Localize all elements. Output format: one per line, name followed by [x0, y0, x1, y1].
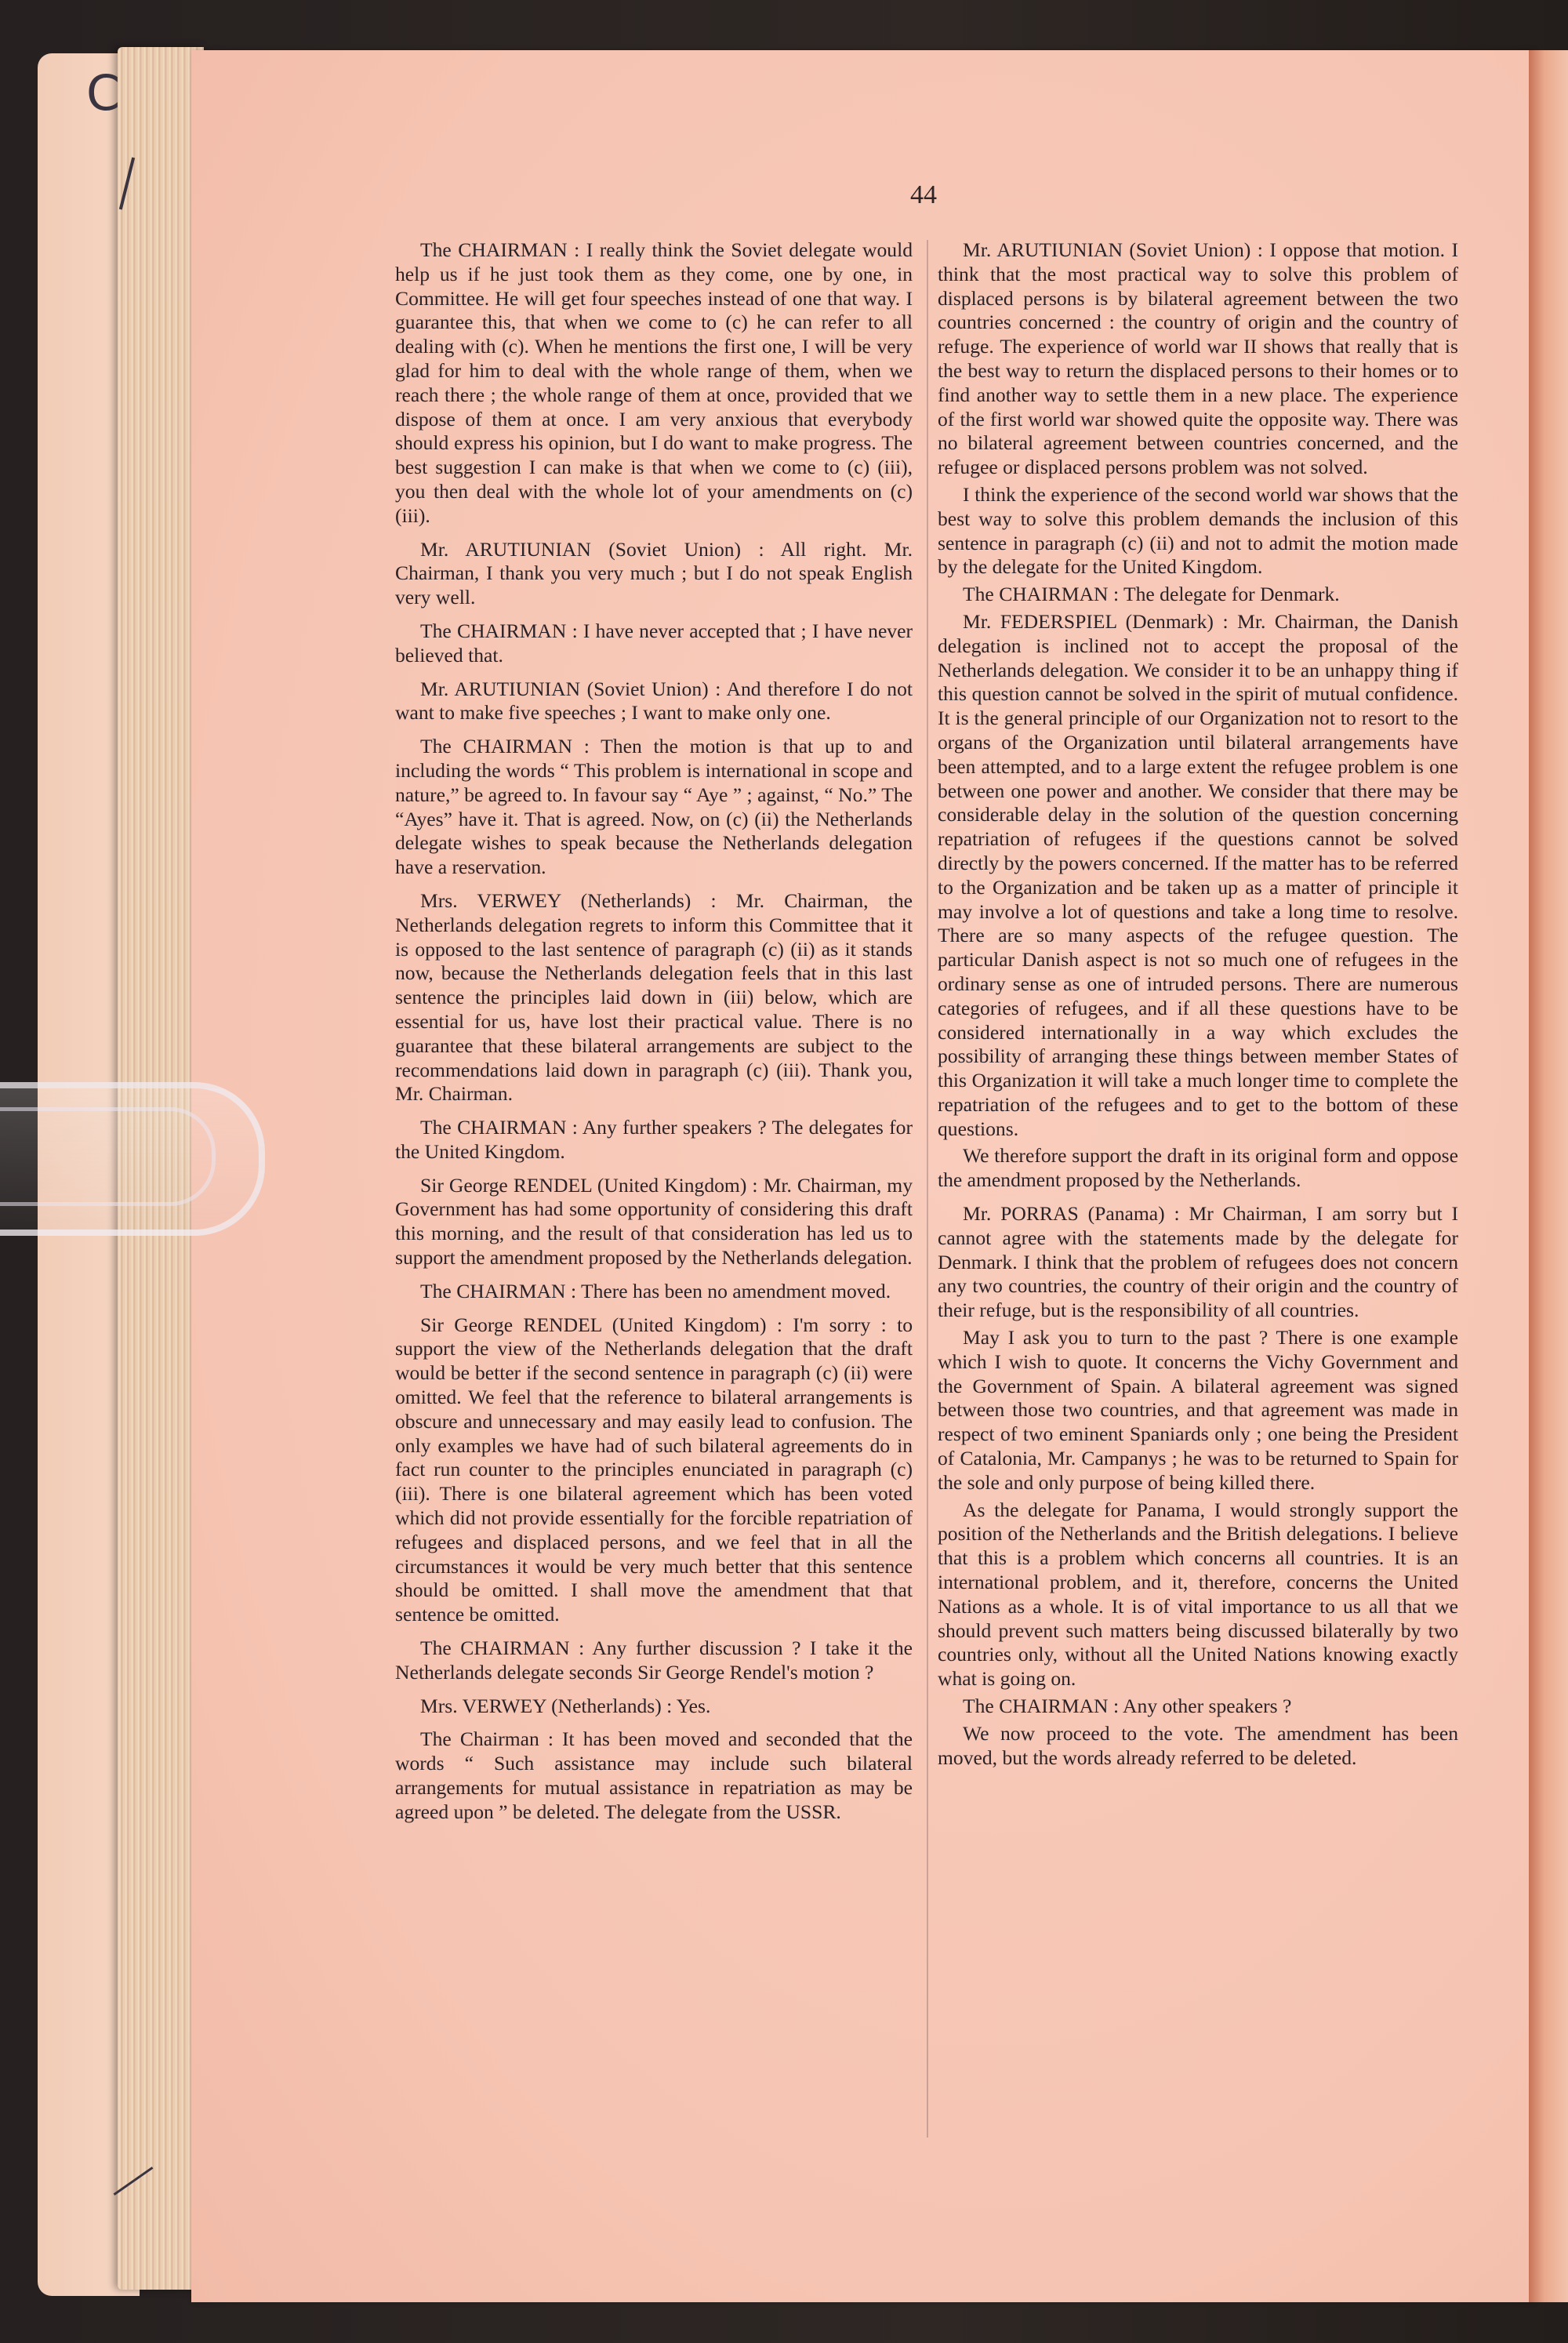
paragraph: May I ask you to turn to the past ? There is one example which I wish to quote. It concerns the Vichy Government and the Government of Spain. A bilateral agreement was signed between those two countries, and that agreement was made in respect of two eminent Spaniards only ; one being the President of Catalonia, Mr. Campanys ; he was to be returned to Spain for the sole and only purpose of being killed there.	[938, 1326, 1458, 1494]
paragraph: Mrs. VERWEY (Netherlands) : Mr. Chairman, the Netherlands delegation regrets to inform this Committee that it is opposed to the last sentence of paragraph (c) (ii) as it stands now, because the Netherlands delegation feels that in this last sentence the principles laid down in (iii) below, which are essential for us, have lost their practical value. There is no guarantee that these bilateral arrangements are subject to the recommendations laid down in paragraph (c) (iii). Thank you, Mr. Chairman.	[395, 888, 913, 1106]
paragraph: The CHAIRMAN : Any further speakers ? The delegates for the United Kingdom.	[395, 1116, 913, 1163]
paper-clip-inner-loop	[0, 1107, 216, 1206]
paragraph: The CHAIRMAN : The delegate for Denmark.	[963, 583, 1340, 606]
paragraph: The CHAIRMAN : Any other speakers ?	[963, 1695, 1292, 1718]
paragraph: We therefore support the draft in its original form and oppose the amendment proposed by the Netherlands.	[938, 1144, 1458, 1192]
paragraph: I think the experience of the second world war shows that the best way to solve this problem demands the inclusion of this sentence in paragraph (c) (ii) and not to admit the motion made by the delegate for the United Kingdom.	[938, 482, 1458, 579]
column-divider	[927, 240, 928, 2138]
paragraph: The CHAIRMAN : There has been no amendment moved.	[420, 1279, 891, 1302]
paragraph: The CHAIRMAN : Then the motion is that up to and including the words “ This problem is international in scope and nature,” be agreed to. In favour say “ Aye ” ; against, “ No.” The “Ayes” have it. That is agreed. Now, on (c) (ii) the Netherlands delegate wishes to speak because the Netherlands delegation have a reservation.	[395, 735, 913, 879]
page-right-fold	[1529, 50, 1568, 2302]
paragraph: Mr. FEDERSPIEL (Denmark) : Mr. Chairman, the Danish delegation is inclined not to accept the proposal of the Netherlands delegation. We consider it to be an unhappy thing if this question cannot be solved in the spirit of mutual confidence. It is the general principle of our Organization not to resort to the organs of the Organization until bilateral arrangements have been attempted, and to a large extent the refugee problem is one between one power and another. We consider that there may be considerable delay in the solution of the question concerning repatriation of refugees if the questions cannot be solved directly by the powers concerned. If the matter has to be referred to the Organization and be taken up as a matter of principle it may involve a lot of questions and take a long time to resolve. There are so many aspects of the refugee question. The particular Danish aspect is not so much one of refugees in the ordinary sense as one of intruded persons. There are numerous categories of refugees, and if all these questions have to be considered internationally in a way which excludes the possibility of arranging these things between member States of this Organization it will take a much longer time to complete the repatriation of the refugees and to get to the bottom of these questions.	[938, 609, 1458, 1140]
handwritten-margin-mark: C	[86, 64, 121, 122]
paragraph: Mr. ARUTIUNIAN (Soviet Union) : And therefore I do not want to make five speeches ; I want to make only one.	[395, 677, 913, 725]
paragraph: The Chairman : It has been moved and seconded that the words “ Such assistance may include such bilateral arrangements for mutual assistance in repatriation as may be agreed upon ” be deleted. The delegate from the USSR.	[395, 1727, 913, 1823]
paragraph: Mrs. VERWEY (Netherlands) : Yes.	[420, 1694, 711, 1717]
paragraph: We now proceed to the vote. The amendment has been moved, but the words already referred to be deleted.	[938, 1721, 1458, 1769]
paragraph: Sir George RENDEL (United Kingdom) : I'm sorry : to support the view of the Netherlands delegation that the draft would be better if the second sentence in paragraph (c) (ii) were omitted. We feel that the reference to bilateral arrangements is obscure and unnecessary and may easily lead to confusion. The only examples we have had of such bilateral agreements do in fact run counter to the principles enunciated in paragraph (c) (iii). There is one bilateral agreement which has been voted which did not provide essentially for the forcible repatriation of refugees and displaced persons, and we feel that in all the circumstances it would be very much better that this sentence should be omitted. I shall move the amendment that that sentence be omitted.	[395, 1313, 913, 1626]
right-column	[938, 238, 1458, 1773]
page-number: 44	[910, 180, 937, 209]
paragraph: Mr. ARUTIUNIAN (Soviet Union) : I oppose that motion. I think that the most practical way to solve this problem of displaced persons is by bilateral agreement between the two countries concerned : the country of origin and the country of refuge. The experience of world war II shows that really that is the best way to return the displaced persons to their homes or to find another way to settle them in a new place. The experience of the first world war showed quite the opposite way. There was no bilateral agreement between countries concerned, and the refugee or displaced persons problem was not solved.	[938, 238, 1458, 479]
paragraph: Sir George RENDEL (United Kingdom) : Mr. Chairman, my Government has had some opportunity of considering this draft this morning, and the result of that consideration has led us to support the amendment proposed by the Netherlands delegation.	[395, 1173, 913, 1270]
paragraph: Mr. PORRAS (Panama) : Mr Chairman, I am sorry but I cannot agree with the statements made by the delegate for Denmark. I think that the problem of refugees does not concern any two countries, the country of their origin and the country of their refuge, but is the responsibility of all countries.	[938, 1202, 1458, 1322]
paragraph: As the delegate for Panama, I would strongly support the position of the Netherlands and the British delegations. I believe that this is a problem which concerns all countries. It is an international problem, and it, therefore, concerns the United Nations as a whole. It is of vital importance to us all that we should prevent such matters being discussed bilaterally by two countries only, without all the United Nations knowing exactly what is going on.	[938, 1498, 1458, 1691]
left-column	[395, 238, 913, 1834]
paragraph: Mr. ARUTIUNIAN (Soviet Union) : All right. Mr. Chairman, I thank you very much ; but I do not speak English very well.	[395, 537, 913, 609]
paragraph: The CHAIRMAN : I have never accepted that ; I have never believed that.	[395, 619, 913, 667]
paragraph: The CHAIRMAN : I really think the Soviet delegate would help us if he just took them as they come, one by one, in Committee. He will get four speeches instead of one that way. I guarantee this, that when we come to (c) he can refer to all dealing with (c). When he mentions the first one, I will be very glad for him to deal with the whole range of them, when we reach there ; the whole range of them at once, provided that we dispose of them at once. I am very anxious that everybody should express his opinion, but I do want to make progress. The best suggestion I can make is that when we come to (c) (iii), you then deal with the whole lot of your amendments on (c) (iii).	[395, 238, 913, 527]
paragraph: The CHAIRMAN : Any further discussion ? I take it the Netherlands delegate seconds Sir George Rendel's motion ?	[395, 1636, 913, 1684]
